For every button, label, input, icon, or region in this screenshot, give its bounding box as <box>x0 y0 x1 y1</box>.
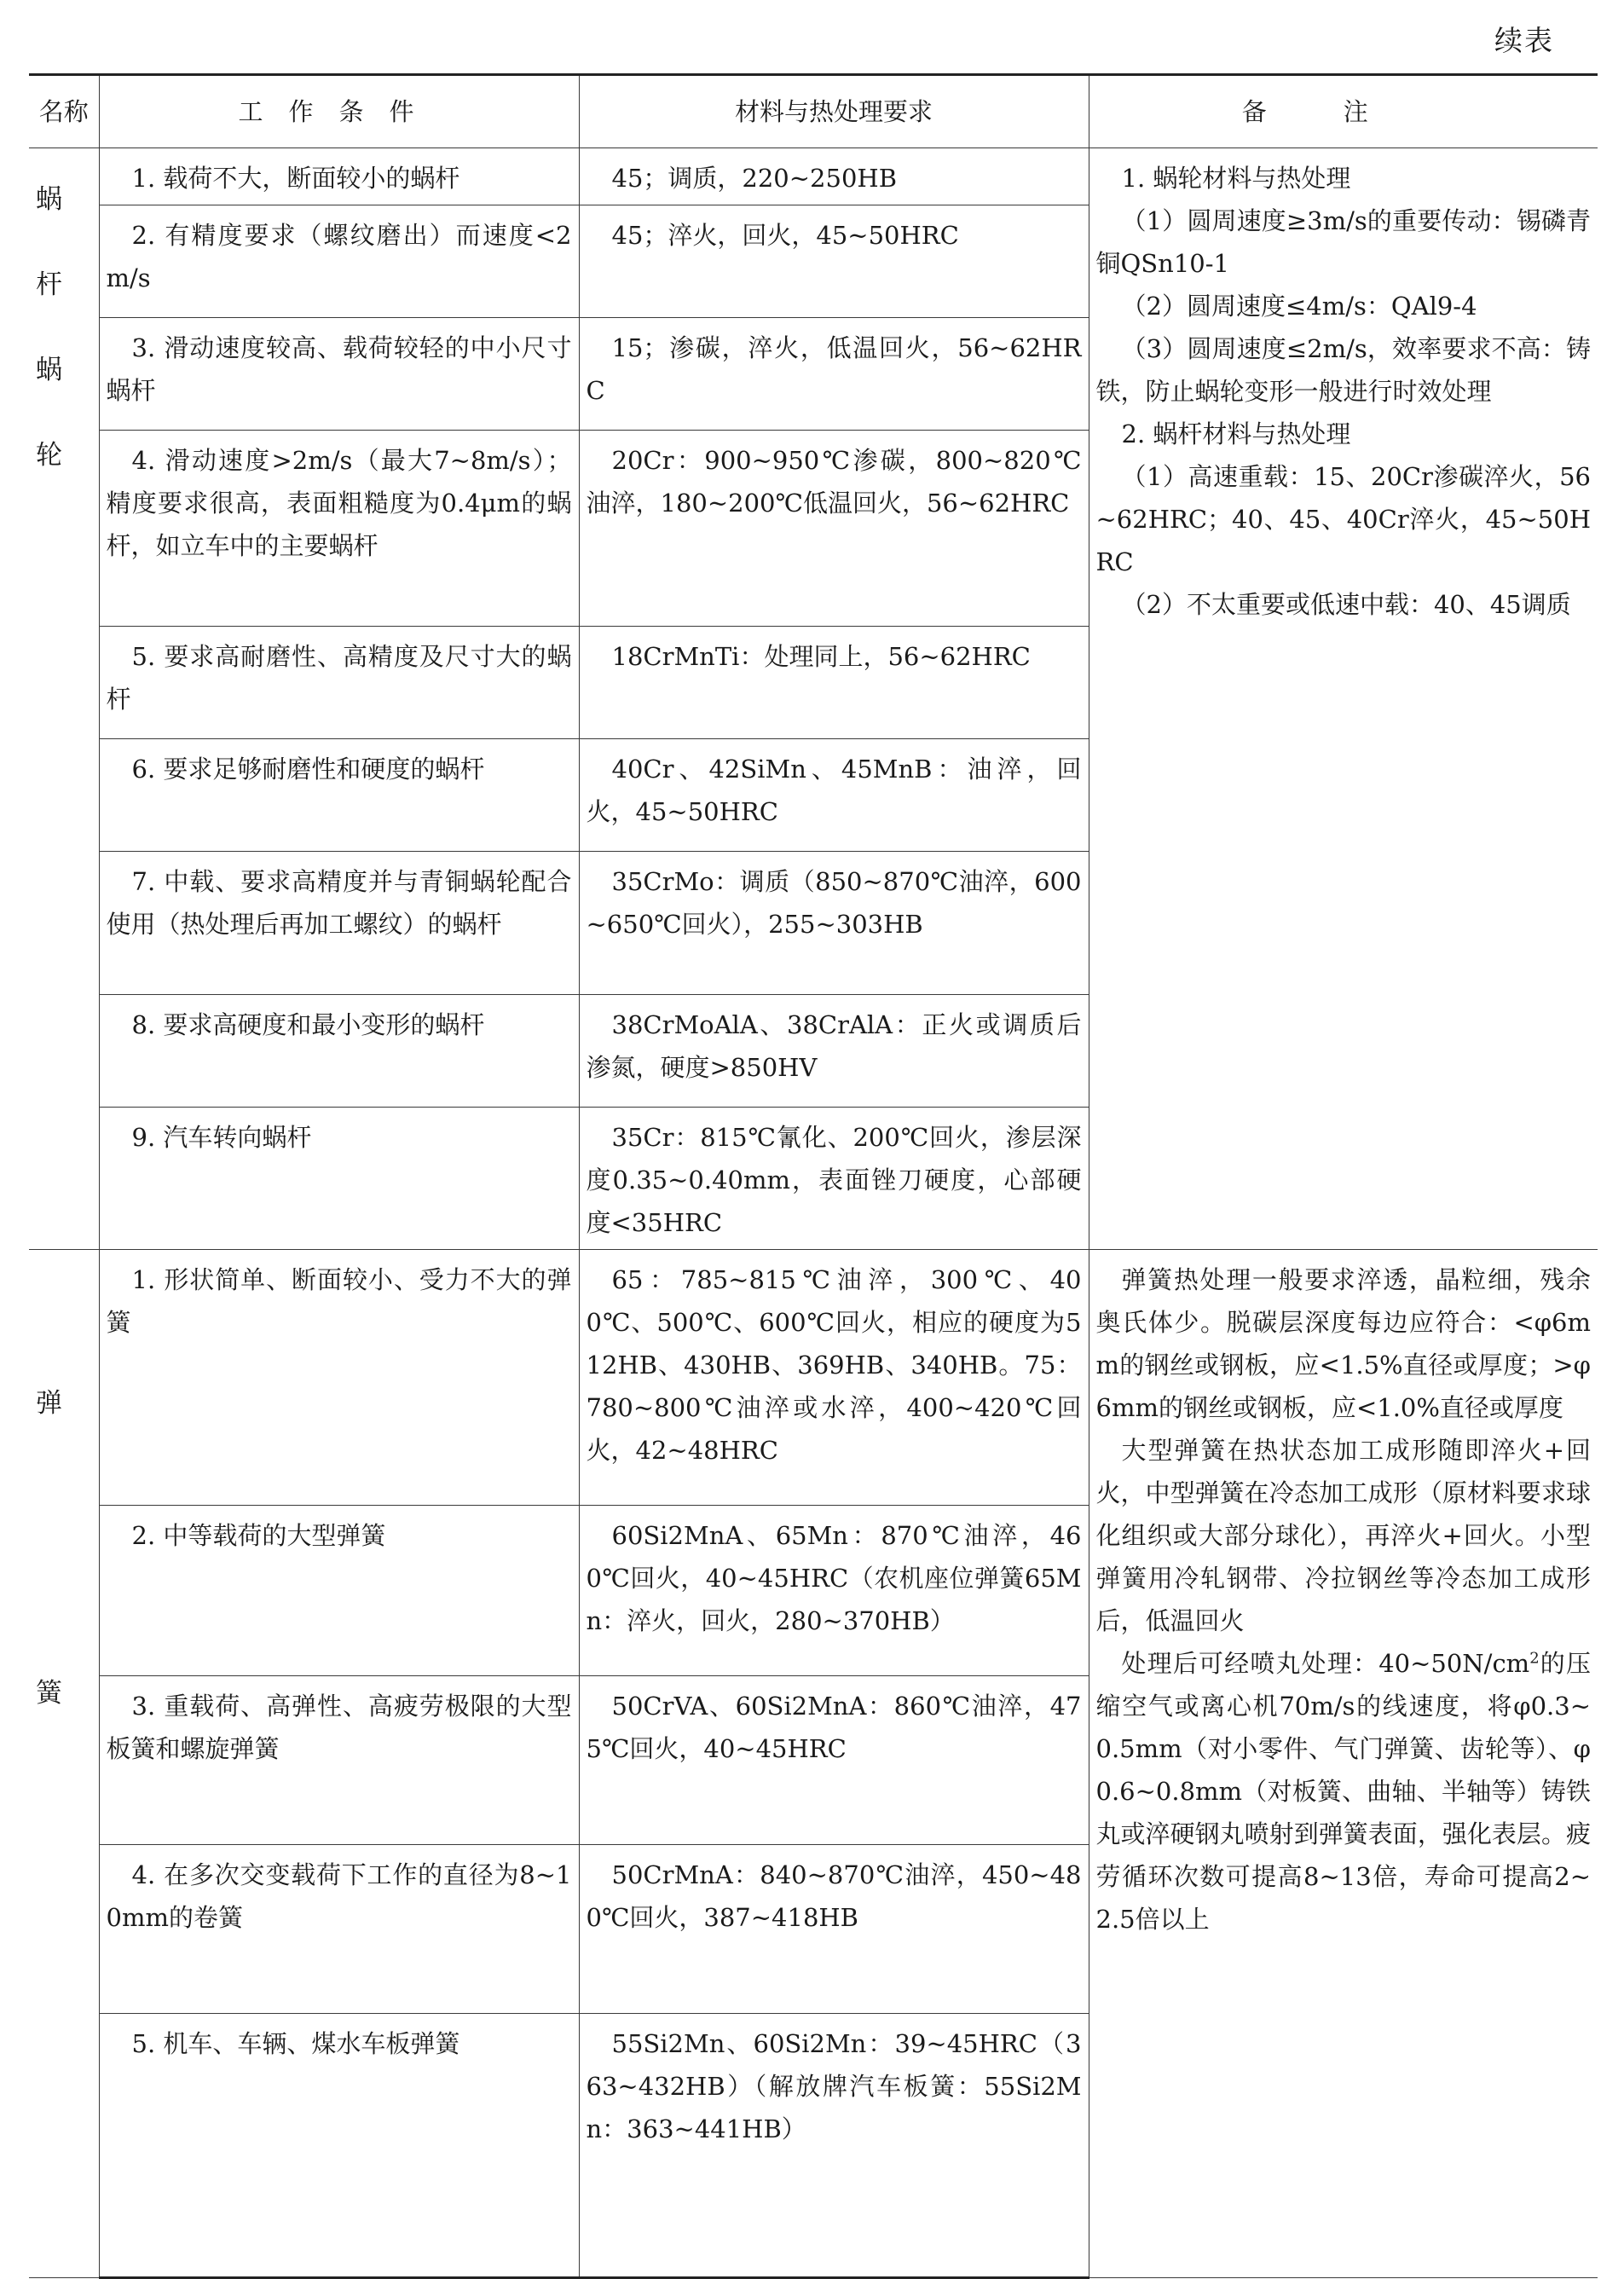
material-cell: 18CrMnTi：处理同上，56~62HRC <box>579 627 1089 739</box>
note-paragraph <box>1096 1642 1592 1941</box>
condition-cell: 9. 汽车转向蜗杆 <box>99 1108 579 1250</box>
condition-cell: 1. 形状简单、断面较小、受力不大的弹簧 <box>99 1250 579 1506</box>
section-name-spring <box>29 1250 99 2278</box>
note-paragraph: （1）高速重载：15、20Cr渗碳淬火，56~62HRC；40、45、40Cr淬火，45~50HRC <box>1095 462 1591 576</box>
note-text: 的压缩空气或离心机70m/s的线速度，将φ0.3~0.5mm（对小零件、气门弹簧、齿轮等）、φ0.6~0.8mm（对板簧、曲轴、半轴等）铸铁丸或淬硬钢丸喷射到弹簧表面，强化表层。疲劳循环次数可提高8~13倍，寿命可提高2~2.5倍以上 <box>1095 1649 1591 1934</box>
note-text: 处理后可经喷丸处理：40~50N/cm <box>1121 1649 1530 1678</box>
header-row <box>29 75 1598 148</box>
material-cell: 65：785~815℃油淬，300℃、400℃、500℃、600℃回火，相应的硬度为512HB、430HB、369HB、340HB。75：780~800℃油淬或水淬，400~420℃回火，42~48HRC <box>579 1250 1089 1506</box>
material-cell: 55Si2Mn、60Si2Mn：39~45HRC（363~432HB）（解放牌汽车板簧：55Si2Mn：363~441HB） <box>579 2014 1089 2278</box>
condition-cell: 5. 机车、车辆、煤水车板弹簧 <box>99 2014 579 2278</box>
note-paragraph: （1）圆周速度≥3m/s的重要传动：锡磷青铜QSn10-1 <box>1095 206 1591 278</box>
material-cell: 40Cr、42SiMn、45MnB：油淬，回火，45~50HRC <box>579 739 1089 852</box>
condition-cell: 1. 载荷不大，断面较小的蜗杆 <box>99 148 579 205</box>
condition-cell: 2. 中等载荷的大型弹簧 <box>99 1506 579 1676</box>
condition-cell: 4. 在多次交变载荷下工作的直径为8~10mm的卷簧 <box>99 1845 579 2014</box>
note-paragraph: 1. 蜗轮材料与热处理 <box>1121 164 1351 193</box>
note-paragraph: 大型弹簧在热状态加工成形随即淬火+回火，中型弹簧在冷态加工成形（原材料要求球化组织或大部分球化），再淬火+回火。小型弹簧用冷轧钢带、冷拉钢丝等冷态加工成形后，低温回火 <box>1095 1436 1591 1635</box>
material-cell: 45；调质，220~250HB <box>579 148 1089 205</box>
table-row <box>29 1250 1598 1506</box>
section-name-char: 蜗 <box>36 355 62 385</box>
section-name-char: 杆 <box>36 269 62 300</box>
material-cell: 45；淬火，回火，45~50HRC <box>579 205 1089 318</box>
note-paragraph: 弹簧热处理一般要求淬透，晶粒细，残余奥氏体少。脱碳层深度每边应符合：<φ6mm的钢丝或钢板，应<1.5%直径或厚度；>φ6mm的钢丝或钢板，应<1.0%直径或厚度 <box>1095 1265 1591 1422</box>
condition-cell: 6. 要求足够耐磨性和硬度的蜗杆 <box>99 739 579 852</box>
note-paragraph: （2）圆周速度≤4m/s：QAl9-4 <box>1121 292 1477 321</box>
material-cell: 38CrMoAlA、38CrAlA：正火或调质后渗氮，硬度>850HV <box>579 995 1089 1108</box>
section-name-char: 弹 <box>36 1388 62 1419</box>
condition-cell: 4. 滑动速度>2m/s（最大7~8m/s）；精度要求很高，表面粗糙度为0.4μm的蜗杆，如立车中的主要蜗杆 <box>99 431 579 627</box>
material-heat-treatment-table <box>29 73 1598 2279</box>
section-name-char: 蜗 <box>36 184 62 215</box>
notes-cell-worm <box>1089 148 1598 1250</box>
notes-cell-spring <box>1089 1250 1598 2278</box>
material-cell: 35Cr：815℃氰化、200℃回火，渗层深度0.35~0.40mm，表面锉刀硬度，心部硬度<35HRC <box>579 1108 1089 1250</box>
header-name: 名称 <box>29 75 99 148</box>
material-cell: 15；渗碳，淬火，低温回火，56~62HRC <box>579 318 1089 431</box>
header-notes: 备注 <box>1089 75 1598 148</box>
condition-cell: 7. 中载、要求高精度并与青铜蜗轮配合使用（热处理后再加工螺纹）的蜗杆 <box>99 852 579 995</box>
material-cell: 20Cr：900~950℃渗碳，800~820℃油淬，180~200℃低温回火，56~62HRC <box>579 431 1089 627</box>
table-row <box>29 148 1598 205</box>
note-paragraph: （2）不太重要或低速中载：40、45调质 <box>1121 590 1571 619</box>
superscript: 2 <box>1529 1649 1540 1668</box>
material-cell: 50CrVA、60Si2MnA：860℃油淬，475℃回火，40~45HRC <box>579 1676 1089 1845</box>
section-name-worm <box>29 148 99 1250</box>
header-conditions: 工作条件 <box>99 75 579 148</box>
material-cell: 60Si2MnA、65Mn：870℃油淬，460℃回火，40~45HRC（农机座位弹簧65Mn：淬火，回火，280~370HB） <box>579 1506 1089 1676</box>
condition-cell: 3. 重载荷、高弹性、高疲劳极限的大型板簧和螺旋弹簧 <box>99 1676 579 1845</box>
section-name-char: 轮 <box>36 440 62 471</box>
material-cell: 50CrMnA：840~870℃油淬，450~480℃回火，387~418HB <box>579 1845 1089 2014</box>
condition-cell: 5. 要求高耐磨性、高精度及尺寸大的蜗杆 <box>99 627 579 739</box>
condition-cell: 2. 有精度要求（螺纹磨出）而速度<2m/s <box>99 205 579 318</box>
note-paragraph: （3）圆周速度≤2m/s，效率要求不高：铸铁，防止蜗轮变形一般进行时效处理 <box>1095 334 1591 406</box>
material-cell: 35CrMo：调质（850~870℃油淬，600~650℃回火），255~303HB <box>579 852 1089 995</box>
header-material: 材料与热处理要求 <box>579 75 1089 148</box>
note-paragraph: 2. 蜗杆材料与热处理 <box>1121 419 1351 448</box>
condition-cell: 8. 要求高硬度和最小变形的蜗杆 <box>99 995 579 1108</box>
section-name-char: 簧 <box>36 1678 62 1709</box>
condition-cell: 3. 滑动速度较高、载荷较轻的中小尺寸蜗杆 <box>99 318 579 431</box>
continued-label: 续表 <box>1494 24 1554 57</box>
